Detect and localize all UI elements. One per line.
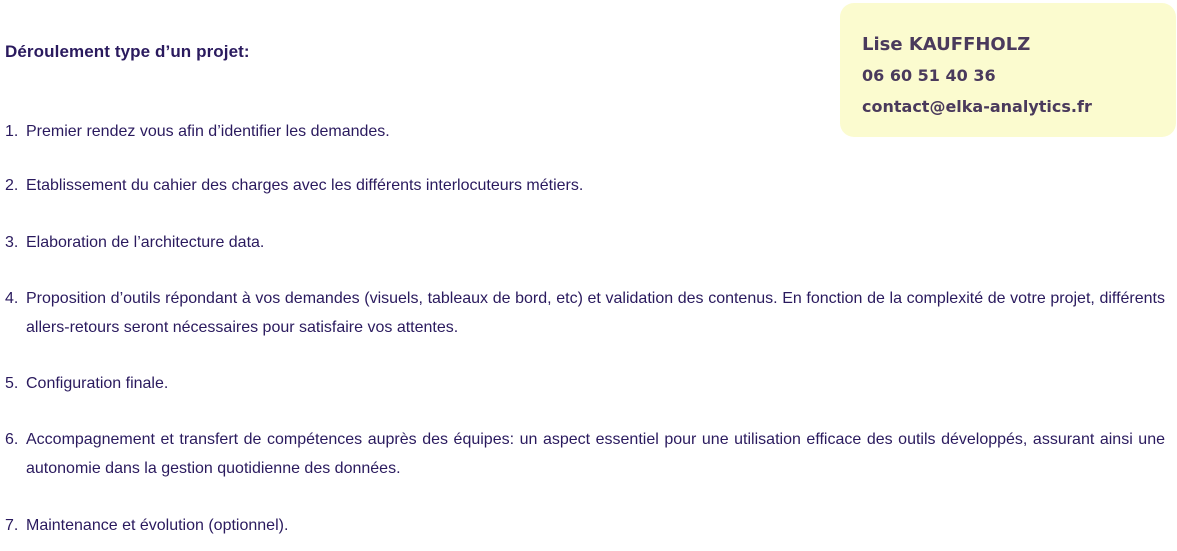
step-number: 1. [5, 123, 19, 140]
step-text: Proposition d’outils répondant à vos demandes (visuels, tableaux de bord, etc) et validation des contenus. En fonction de la complexité de votre projet, différents allers-retours seront nécessaires pour satisfaire vos attentes. [26, 290, 1165, 336]
list-item [5, 171, 1165, 200]
list-item [5, 228, 1165, 257]
step-number: 3. [5, 234, 19, 251]
list-item [5, 117, 1165, 146]
contact-name: Lise KAUFFHOLZ [862, 34, 1031, 55]
step-number: 4. [5, 290, 19, 307]
step-text: Accompagnement et transfert de compétences auprès des équipes: un aspect essentiel pour une utilisation efficace des outils développés, assurant ainsi une autonomie dans la gestion quotidienne des données. [26, 431, 1165, 477]
step-number: 7. [5, 517, 19, 534]
step-text: Premier rendez vous afin d’identifier les demandes. [26, 123, 390, 140]
list-item [5, 511, 1165, 540]
list-item [5, 369, 1165, 398]
step-text: Etablissement du cahier des charges avec les différents interlocuteurs métiers. [26, 177, 584, 194]
contact-phone[interactable]: 06 60 51 40 36 [862, 66, 996, 85]
list-item [5, 284, 1165, 342]
step-text: Elaboration de l’architecture data. [26, 234, 265, 251]
step-number: 5. [5, 375, 19, 392]
list-item [5, 425, 1165, 483]
step-text: Maintenance et évolution (optionnel). [26, 517, 289, 534]
step-number: 6. [5, 431, 19, 448]
page-title: Déroulement type d’un projet: [5, 42, 250, 61]
contact-email[interactable]: contact@elka-analytics.fr [862, 97, 1092, 116]
step-number: 2. [5, 177, 19, 194]
step-text: Configuration finale. [26, 375, 169, 392]
